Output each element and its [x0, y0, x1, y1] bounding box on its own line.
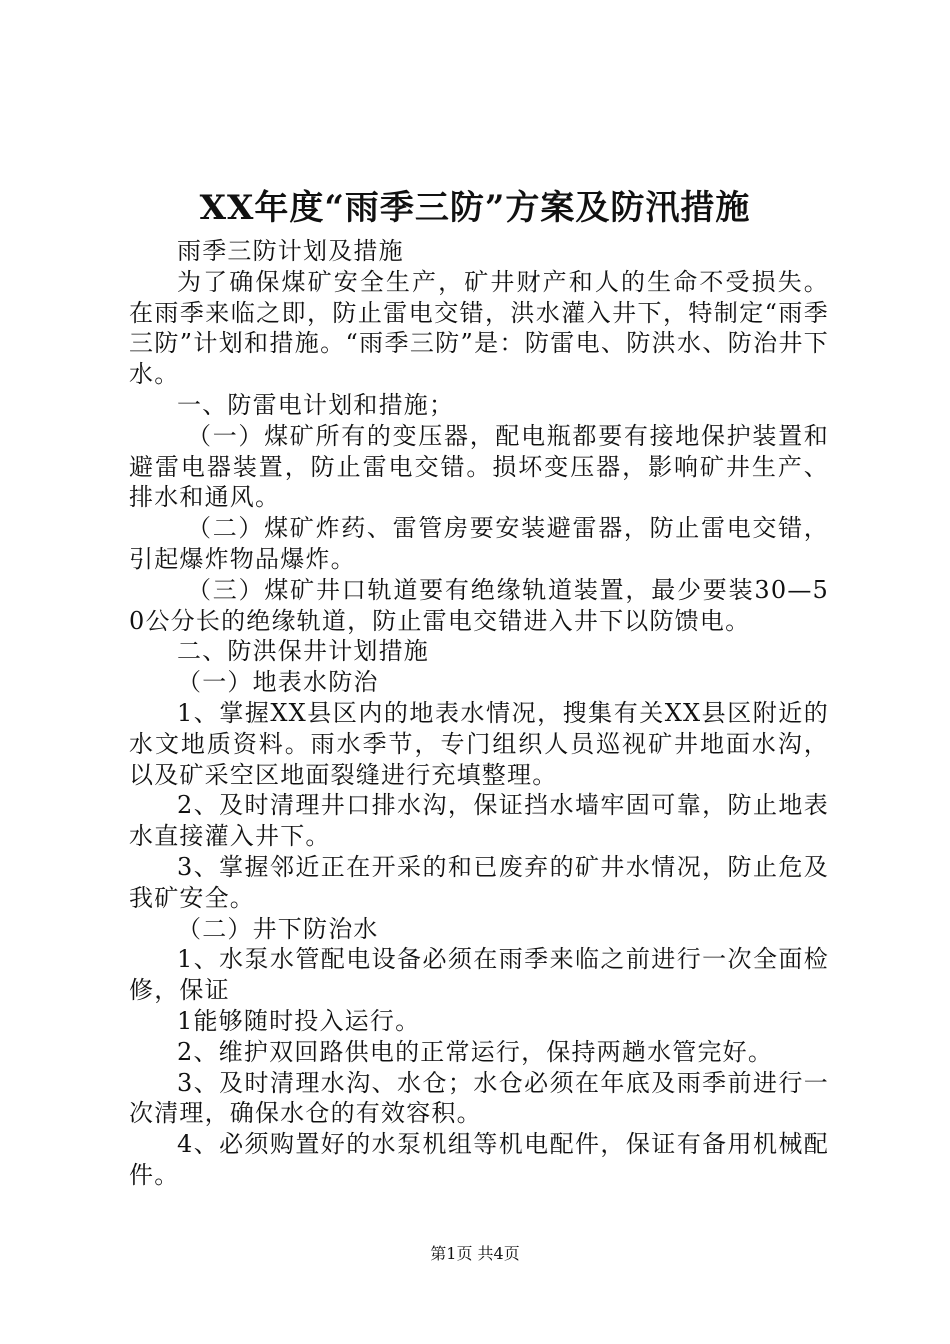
- body-paragraph: 2、维护双回路供电的正常运行，保持两趟水管完好。: [177, 1037, 774, 1066]
- body-paragraph: 1能够随时投入运行。: [177, 1006, 421, 1035]
- body-paragraph: （三）煤矿井口轨道要有绝缘轨道装置，最少要装30—50公分长的绝缘轨道，防止雷电交错进入井下以防馈电。: [129, 575, 829, 635]
- section-heading: 一、防雷电计划和措施；: [177, 390, 455, 419]
- body-paragraph: 1、掌握XX县区内的地表水情况，搜集有关XX县区附近的水文地质资料。雨水季节，专门组织人员巡视矿井地面水沟，以及矿采空区地面裂缝进行充填整理。: [129, 698, 829, 789]
- document-title: XX年度“雨季三防”方案及防汛措施: [199, 188, 751, 228]
- body-paragraph: （二）煤矿炸药、雷管房要安装避雷器，防止雷电交错，引起爆炸物品爆炸。: [129, 514, 829, 573]
- page-number-footer: 第1页 共4页: [430, 1244, 520, 1263]
- subsection-heading: （二）井下防治水: [177, 914, 379, 943]
- section-heading: 雨季三防计划及措施: [177, 237, 404, 265]
- document-body: [129, 236, 829, 1191]
- subsection-heading: （一）地表水防治: [177, 668, 379, 697]
- body-paragraph: 3、掌握邻近正在开采的和已废弃的矿井水情况，防止危及我矿安全。: [129, 852, 829, 912]
- body-paragraph: 1、水泵水管配电设备必须在雨季来临之前进行一次全面检修，保证: [129, 945, 829, 1005]
- section-heading: 二、防洪保井计划措施: [177, 637, 429, 666]
- body-paragraph: 3、及时清理水沟、水仓；水仓必须在年底及雨季前进行一次清理，确保水仓的有效容积。: [129, 1068, 829, 1128]
- body-paragraph: 2、及时清理井口排水沟，保证挡水墙牢固可靠，防止地表水直接灌入井下。: [129, 791, 829, 851]
- intro-paragraph: 为了确保煤矿安全生产，矿井财产和人的生命不受损失。在雨季来临之即，防止雷电交错，洪水灌入井下，特制定“雨季三防”计划和措施。“雨季三防”是：防雷电、防洪水、防治井下水。: [129, 267, 829, 389]
- body-paragraph: 4、必须购置好的水泵机组等机电配件，保证有备用机械配件。: [129, 1130, 829, 1189]
- body-paragraph: （一）煤矿所有的变压器，配电瓶都要有接地保护装置和避雷电器装置，防止雷电交错。损坏变压器，影响矿井生产、排水和通风。: [129, 421, 829, 512]
